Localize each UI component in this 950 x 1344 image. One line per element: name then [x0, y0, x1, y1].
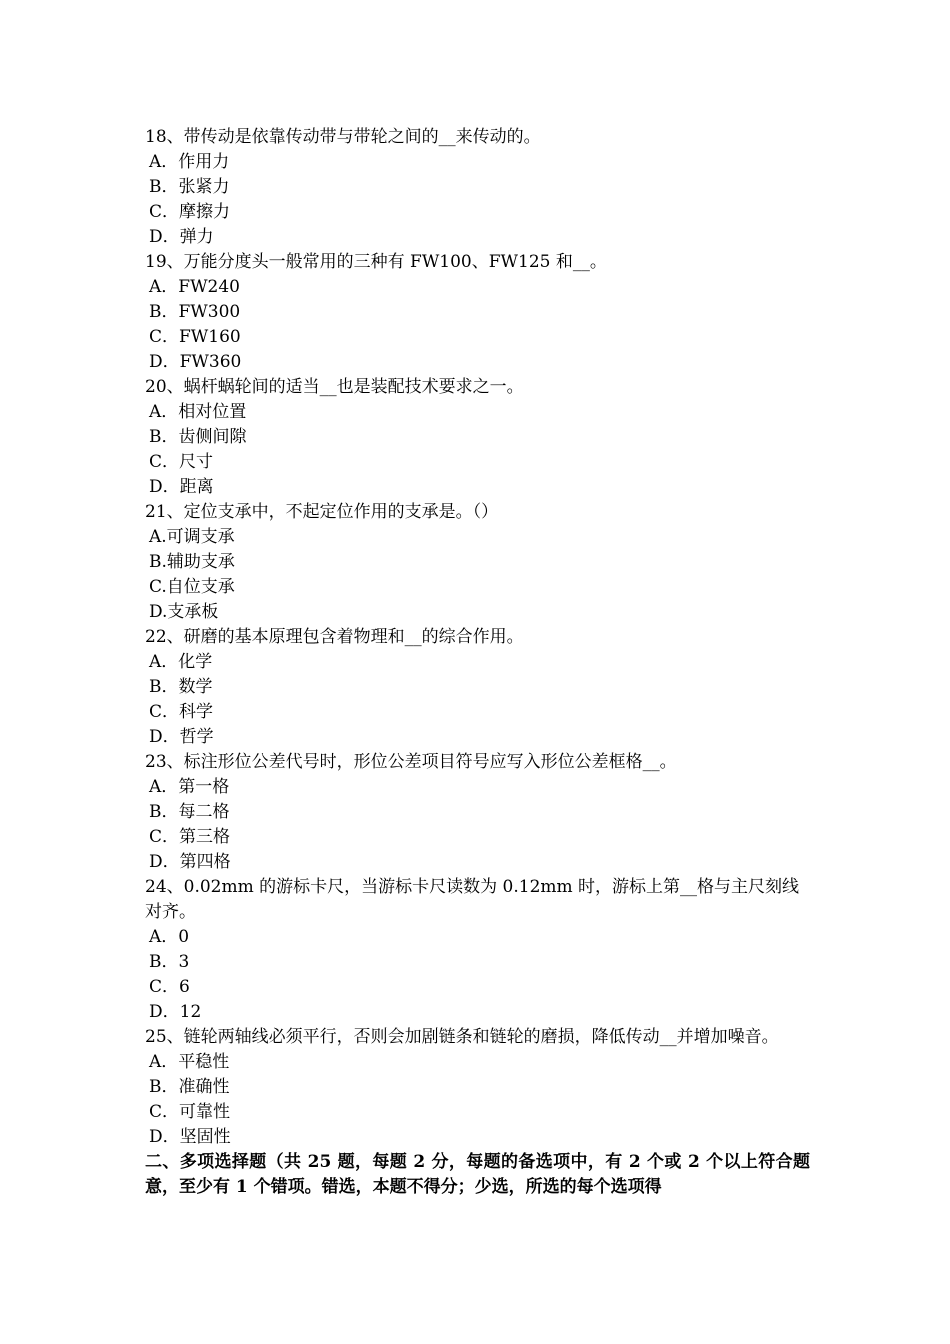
question-block [145, 750, 810, 875]
question-block [145, 1025, 810, 1150]
answer-option: C．FW160 [149, 327, 241, 347]
section-heading: 二、多项选择题（共 25 题，每题 2 分，每题的备选项中，有 2 个或 2 个以上符合题意，至少有 1 个错项。错选，本题不得分；少选，所选的每个选项得 [145, 1152, 810, 1197]
question-block [145, 875, 810, 1025]
answer-option: D．12 [149, 1002, 202, 1022]
answer-option: B．张紧力 [149, 177, 230, 197]
answer-option: C．科学 [149, 702, 214, 722]
answer-option: B．数学 [149, 677, 213, 697]
answer-option: B．FW300 [149, 302, 241, 322]
question-block [145, 375, 810, 500]
answer-option: D．第四格 [149, 852, 231, 872]
answer-option: C．第三格 [149, 827, 231, 847]
question-stem: 19、万能分度头一般常用的三种有 FW100、FW125 和__。 [145, 252, 607, 272]
question-stem: 23、标注形位公差代号时，形位公差项目符号应写入形位公差框格__。 [145, 752, 677, 772]
question-stem: 25、链轮两轴线必须平行，否则会加剧链条和链轮的磨损，降低传动__并增加噪音。 [145, 1027, 779, 1047]
question-stem: 18、带传动是依靠传动带与带轮之间的__来传动的。 [145, 127, 541, 147]
question-stem: 20、蜗杆蜗轮间的适当__也是装配技术要求之一。 [145, 377, 524, 397]
answer-option: B．3 [149, 952, 190, 972]
question-stem: 21、定位支承中，不起定位作用的支承是。（） [145, 502, 499, 522]
question-block [145, 125, 810, 250]
answer-option: A．相对位置 [149, 402, 247, 422]
answer-option: C．尺寸 [149, 452, 214, 472]
answer-option: B．齿侧间隙 [149, 427, 247, 447]
answer-option: D．坚固性 [149, 1127, 231, 1147]
answer-option: A．第一格 [149, 777, 230, 797]
answer-option: A．化学 [149, 652, 213, 672]
question-block [145, 500, 810, 625]
question-stem: 24、0.02mm 的游标卡尺，当游标卡尺读数为 0.12mm 时，游标上第__格与主尺刻线对齐。 [145, 877, 800, 922]
answer-option: C.自位支承 [149, 577, 235, 597]
question-block [145, 250, 810, 375]
answer-option: C．6 [149, 977, 190, 997]
answer-option: D．距离 [149, 477, 214, 497]
answer-option: B．准确性 [149, 1077, 230, 1097]
answer-option: D．哲学 [149, 727, 214, 747]
answer-option: D.支承板 [149, 602, 219, 622]
answer-option: C．可靠性 [149, 1102, 231, 1122]
answer-option: A．平稳性 [149, 1052, 230, 1072]
exam-content [145, 125, 810, 1200]
answer-option: A．作用力 [149, 152, 230, 172]
answer-option: A．FW240 [149, 277, 240, 297]
answer-option: A．0 [149, 927, 190, 947]
answer-option: B．每二格 [149, 802, 230, 822]
answer-option: D．弹力 [149, 227, 214, 247]
answer-option: B.辅助支承 [149, 552, 235, 572]
answer-option: A.可调支承 [149, 527, 235, 547]
question-block [145, 625, 810, 750]
answer-option: C．摩擦力 [149, 202, 231, 222]
answer-option: D．FW360 [149, 352, 242, 372]
question-stem: 22、研磨的基本原理包含着物理和__的综合作用。 [145, 627, 524, 647]
